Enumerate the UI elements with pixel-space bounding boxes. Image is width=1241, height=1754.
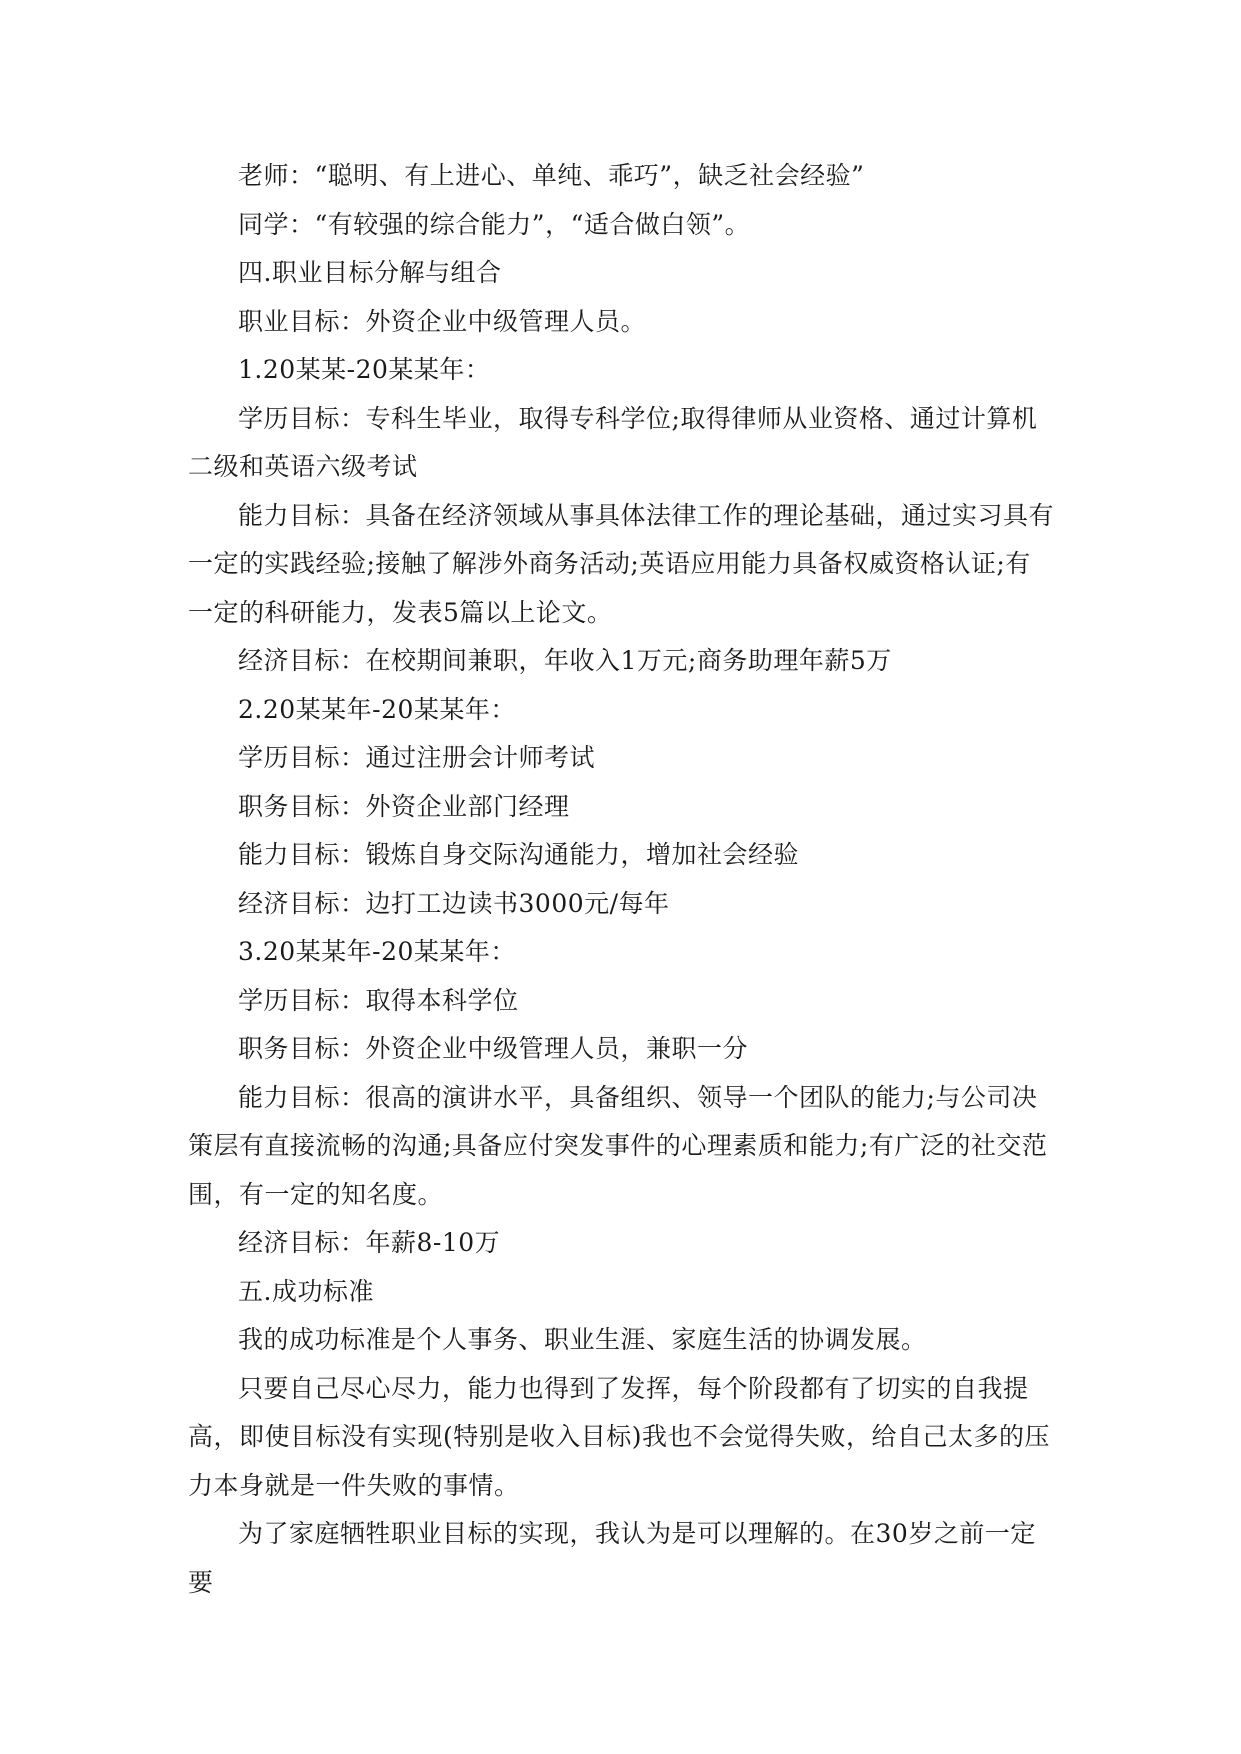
paragraph-teacher-comment: 老师：“聪明、有上进心、单纯、乖巧”，缺乏社会经验” [238, 161, 865, 190]
paragraph-ability-goal-1: 能力目标：具备在经济领域从事具体法律工作的理论基础，通过实习具有一定的实践经验;接触了解涉外商务活动;英语应用能力具备权威资格认证;有一定的科研能力，发表5篇以上论文。 [188, 500, 1055, 627]
document-body [188, 152, 1054, 1607]
paragraph-education-goal-1: 学历目标：专科生毕业，取得专科学位;取得律师从业资格、通过计算机二级和英语六级考试 [188, 403, 1038, 481]
paragraph-family-statement: 为了家庭牺牲职业目标的实现，我认为是可以理解的。在30岁之前一定要 [188, 1519, 1036, 1597]
paragraph-success-criteria: 我的成功标准是个人事务、职业生涯、家庭生活的协调发展。 [238, 1325, 927, 1354]
paragraph-economic-goal-1: 经济目标：在校期间兼职，年收入1万元;商务助理年薪5万 [238, 646, 892, 675]
paragraph-classmate-comment: 同学：“有较强的综合能力”，“适合做白领”。 [238, 209, 751, 239]
section-heading-career-goals: 四.职业目标分解与组合 [238, 258, 502, 287]
paragraph-ability-goal-3: 能力目标：很高的演讲水平，具备组织、领导一个团队的能力;与公司决策层有直接流畅的沟通;具备应付突发事件的心理素质和能力;有广泛的社交范围，有一定的知名度。 [188, 1082, 1048, 1209]
stage-heading-1: 1.20某某-20某某年： [238, 355, 491, 384]
paragraph-effort-statement: 只要自己尽心尽力，能力也得到了发挥，每个阶段都有了切实的自我提高，即使目标没有实现(特别是收入目标)我也不会觉得失败，给自己太多的压力本身就是一件失败的事情。 [188, 1373, 1051, 1500]
section-heading-success-criteria: 五.成功标准 [238, 1276, 374, 1306]
paragraph-position-goal-3: 职务目标：外资企业中级管理人员，兼职一分 [238, 1034, 749, 1063]
paragraph-education-goal-2: 学历目标：通过注册会计师考试 [238, 743, 596, 772]
paragraph-economic-goal-3: 经济目标：年薪8-10万 [238, 1228, 501, 1257]
stage-heading-3: 3.20某某年-20某某年： [238, 937, 516, 966]
paragraph-ability-goal-2: 能力目标：锻炼自身交际沟通能力，增加社会经验 [238, 840, 800, 869]
paragraph-economic-goal-2: 经济目标：边打工边读书3000元/每年 [238, 888, 670, 918]
stage-heading-2: 2.20某某年-20某某年： [238, 694, 516, 724]
paragraph-position-goal-2: 职务目标：外资企业部门经理 [238, 791, 570, 821]
paragraph-career-goal: 职业目标：外资企业中级管理人员。 [238, 306, 647, 336]
paragraph-education-goal-3: 学历目标：取得本科学位 [238, 985, 519, 1015]
